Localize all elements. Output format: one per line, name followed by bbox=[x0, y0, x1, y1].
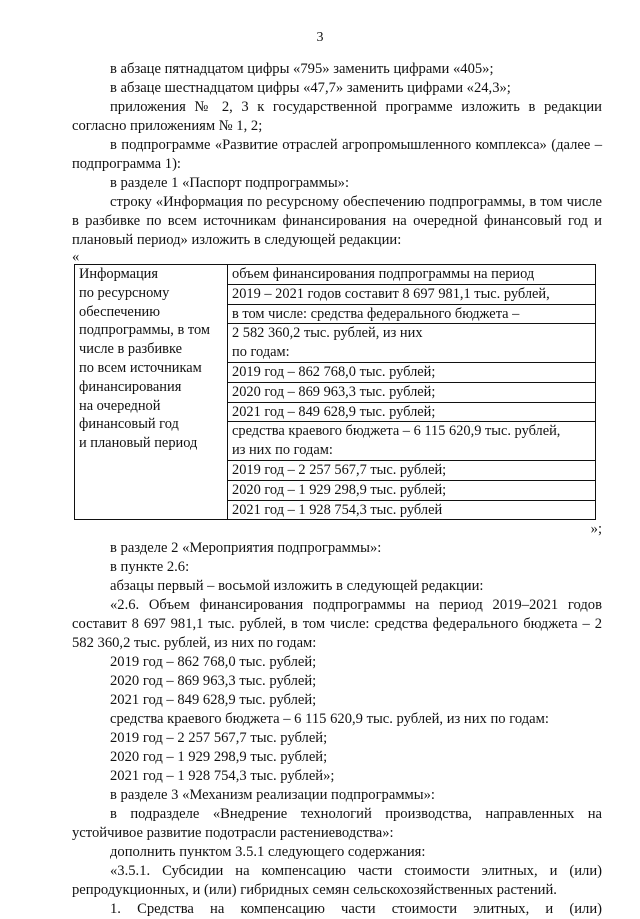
paragraph: в подпрограмме «Развитие отраслей агропромышленного комплекса» (далее – подпрограмма 1): bbox=[72, 137, 602, 172]
label-line: и плановый период bbox=[79, 435, 198, 452]
paragraph: дополнить пунктом 3.5.1 следующего содержания: bbox=[110, 844, 426, 861]
value-line: объем финансирования подпрограммы на период bbox=[232, 266, 535, 282]
label-line: по ресурсному bbox=[79, 284, 170, 301]
label-line: финансирования bbox=[79, 378, 182, 395]
page-number: 3 bbox=[316, 30, 324, 45]
paragraph: строку «Информация по ресурсному обеспечению подпрограммы, в том числе в разбивке по всем источникам финансирования на очередной финансовый год и плановый период» изложить в следующей редакции: bbox=[72, 194, 602, 248]
paragraph: средства краевого бюджета – 6 115 620,9 тыс. рублей, из них по годам: bbox=[110, 711, 549, 728]
value-line: по годам: bbox=[232, 344, 290, 361]
paragraph: «3.5.1. Субсидии на компенсацию части стоимости элитных, и (или) репродукционных, и (или) гибридных семян сельскохозяйственных растений. bbox=[72, 863, 602, 899]
label-line: подпрограммы, в том bbox=[79, 322, 210, 339]
paragraph: 2020 год – 1 929 298,9 тыс. рублей; bbox=[110, 749, 328, 766]
paragraph: в разделе 1 «Паспорт подпрограммы»: bbox=[110, 175, 350, 191]
paragraph: 2020 год – 869 963,3 тыс. рублей; bbox=[110, 673, 317, 690]
paragraph: «2.6. Объем финансирования подпрограммы на период 2019–2021 годов составит 8 697 981,1 тыс. рублей, в том числе: средства федерального бюджета – 2 582 360,2 тыс. рублей, из них по годам: bbox=[72, 597, 602, 652]
label-line: по всем источникам bbox=[79, 359, 202, 376]
paragraph: 2019 год – 862 768,0 тыс. рублей; bbox=[110, 654, 317, 671]
label-line: числе в разбивке bbox=[79, 341, 182, 358]
value-line: 2019 – 2021 годов составит 8 697 981,1 тыс. рублей, bbox=[228, 284, 595, 304]
paragraph: 2019 год – 2 257 567,7 тыс. рублей; bbox=[110, 730, 328, 747]
paragraph: 1. Средства на компенсацию части стоимости элитных, и (или) bbox=[110, 901, 602, 918]
value-line: из них по годам: bbox=[232, 442, 333, 459]
paragraph: в абзаце пятнадцатом цифры «795» заменить цифрами «405»; bbox=[110, 61, 494, 77]
paragraph: в пункте 2.6: bbox=[110, 559, 190, 576]
label-line: обеспечению bbox=[79, 303, 160, 320]
value-line: 2020 год – 869 963,3 тыс. рублей; bbox=[228, 382, 595, 402]
value-line: 2 582 360,2 тыс. рублей, из них bbox=[228, 323, 595, 343]
document-body bbox=[72, 60, 602, 919]
value-line: 2021 год – 1 928 754,3 тыс. рублей bbox=[228, 500, 595, 520]
paragraph: 2021 год – 1 928 754,3 тыс. рублей»; bbox=[110, 768, 335, 785]
table-value-cell bbox=[228, 265, 596, 520]
value-line: 2019 год – 862 768,0 тыс. рублей; bbox=[228, 362, 595, 382]
paragraph: в разделе 2 «Мероприятия подпрограммы»: bbox=[110, 540, 382, 557]
label-line: на очередной bbox=[79, 397, 161, 414]
paragraph: 2021 год – 849 628,9 тыс. рублей; bbox=[110, 692, 317, 709]
value-line: в том числе: средства федерального бюджета – bbox=[228, 304, 595, 324]
paragraph: в абзаце шестнадцатом цифры «47,7» заменить цифрами «24,3»; bbox=[110, 80, 511, 96]
value-line: 2021 год – 849 628,9 тыс. рублей; bbox=[228, 402, 595, 422]
table-open-quote: « bbox=[72, 249, 80, 265]
value-line: 2020 год – 1 929 298,9 тыс. рублей; bbox=[228, 480, 595, 500]
value-line: 2019 год – 2 257 567,7 тыс. рублей; bbox=[228, 460, 595, 480]
value-line: средства краевого бюджета – 6 115 620,9 тыс. рублей, bbox=[228, 421, 595, 441]
resource-info-table bbox=[74, 264, 596, 520]
label-line: финансовый год bbox=[79, 416, 179, 433]
table-close-quote: »; bbox=[590, 521, 602, 538]
label-line: Информация bbox=[79, 266, 159, 282]
paragraph: в разделе 3 «Механизм реализации подпрограммы»: bbox=[110, 787, 435, 804]
paragraph: абзацы первый – восьмой изложить в следующей редакции: bbox=[110, 578, 484, 595]
paragraph: в подразделе «Внедрение технологий производства, направленных на устойчивое развитие подотрасли растениеводства»: bbox=[72, 806, 602, 842]
table-label-cell bbox=[75, 265, 228, 520]
paragraph: приложения № 2, 3 к государственной программе изложить в редакции согласно приложениям № 1, 2; bbox=[72, 99, 602, 134]
